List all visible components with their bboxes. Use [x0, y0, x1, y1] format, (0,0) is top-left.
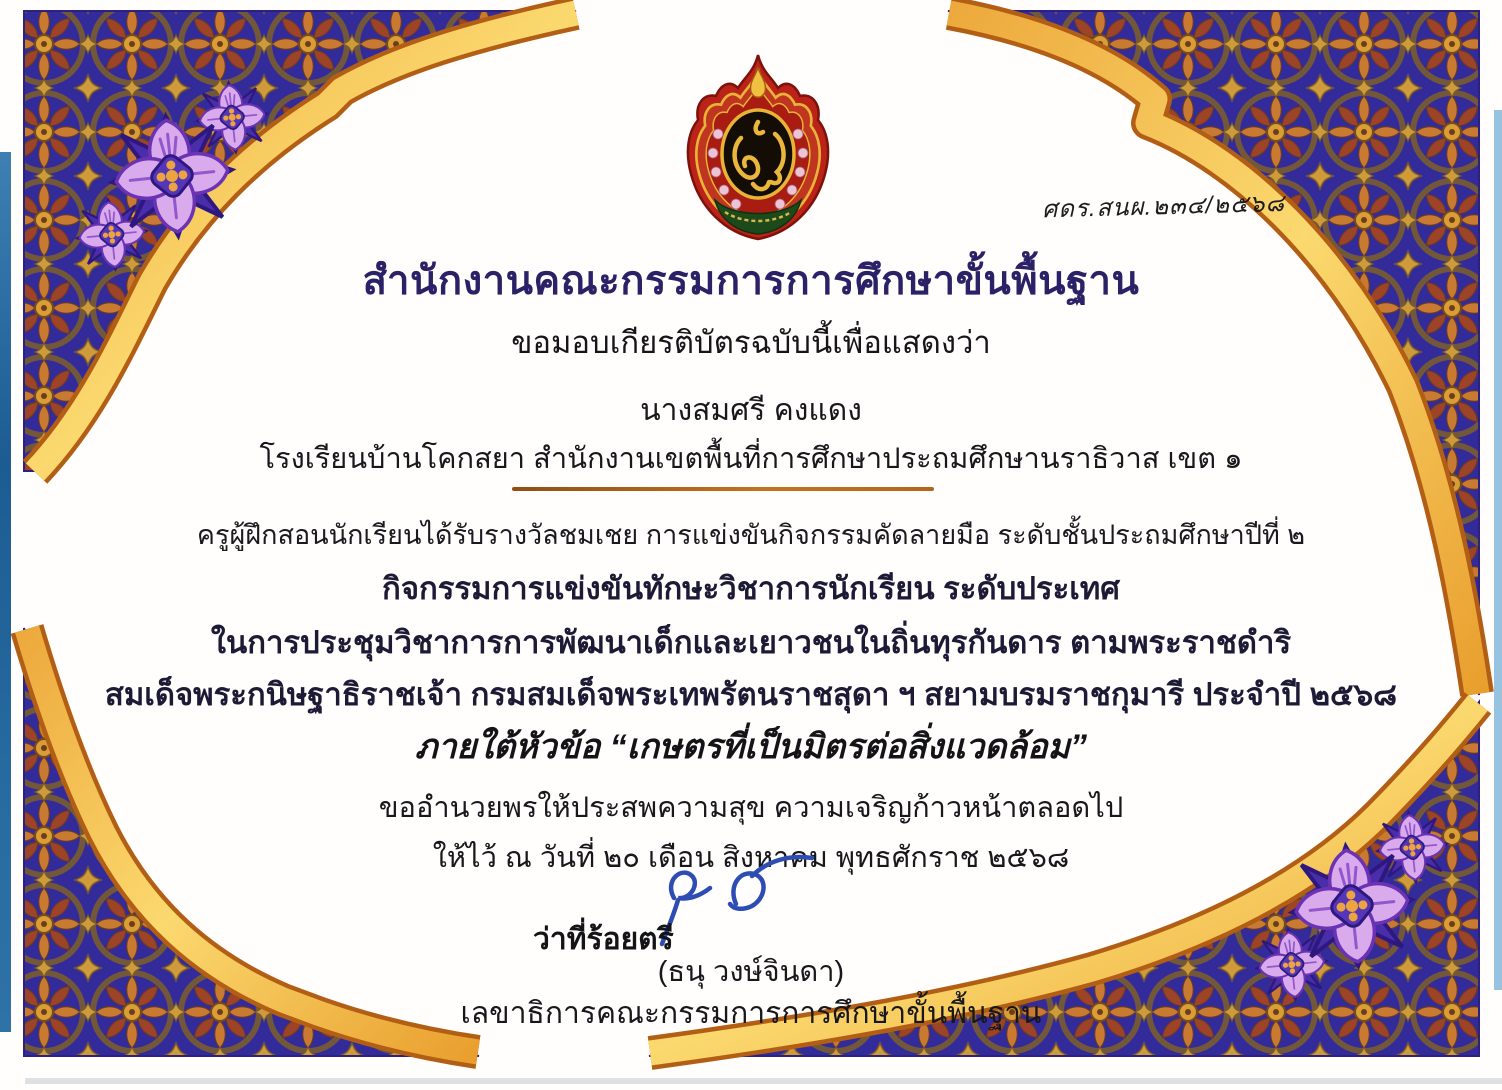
event-line-1: กิจกรรมการแข่งขันทักษะวิชาการนักเรียน ระดับประเทศ	[382, 571, 1120, 606]
theme-line: ภายใต้หัวข้อ “เกษตรที่เป็นมิตรต่อสิ่งแวดล้อม”	[415, 728, 1087, 766]
gold-divider-line	[512, 487, 934, 491]
presentation-line: ขอมอบเกียรติบัตรฉบับนี้เพื่อแสดงว่า	[511, 325, 991, 360]
obec-emblem-icon	[683, 52, 833, 244]
recipient-affiliation: โรงเรียนบ้านโคกสยา สำนักงานเขตพื้นที่การศึกษาประถมศึกษานราธิวาส เขต ๑	[259, 443, 1243, 475]
signer-rank: ว่าที่ร้อยตรี	[533, 923, 674, 956]
event-line-3: สมเด็จพระกนิษฐาธิราชเจ้า กรมสมเด็จพระเทพรัตนราชสุดา ฯ สยามบรมราชกุมารี ประจำปี ๒๕๖๘	[104, 677, 1398, 712]
award-line: ครูผู้ฝึกสอนนักเรียนได้รับรางวัลชมเชย การแข่งขันกิจกรรมคัดลายมือ ระดับชั้นประถมศึกษาปีที่ ๒	[196, 520, 1306, 550]
signer-position: เลขาธิการคณะกรรมการการศึกษาขั้นพื้นฐาน	[460, 997, 1042, 1030]
reference-number: ศดร.สนผ.๒๓๔/๒๕๖๘	[1041, 190, 1286, 224]
issuer-title: สำนักงานคณะกรรมการการศึกษาขั้นพื้นฐาน	[362, 259, 1140, 303]
signer-name: (ธนุ วงษ์จินดา)	[657, 956, 845, 988]
scan-edge-bottom	[25, 1078, 1502, 1084]
date-line: ให้ไว้ ณ วันที่ ๒๐ เดือน สิงหาคม พุทธศักราช ๒๕๖๘	[432, 842, 1070, 874]
recipient-name: นางสมศรี คงแดง	[640, 394, 862, 427]
event-line-2: ในการประชุมวิชาการการพัฒนาเด็กและเยาวชนในถิ่นทุรกันดาร ตามพระราชดำริ	[210, 625, 1292, 660]
blessing-line: ขออำนวยพรให้ประสพความสุข ความเจริญก้าวหน้าตลอดไป	[378, 792, 1124, 824]
